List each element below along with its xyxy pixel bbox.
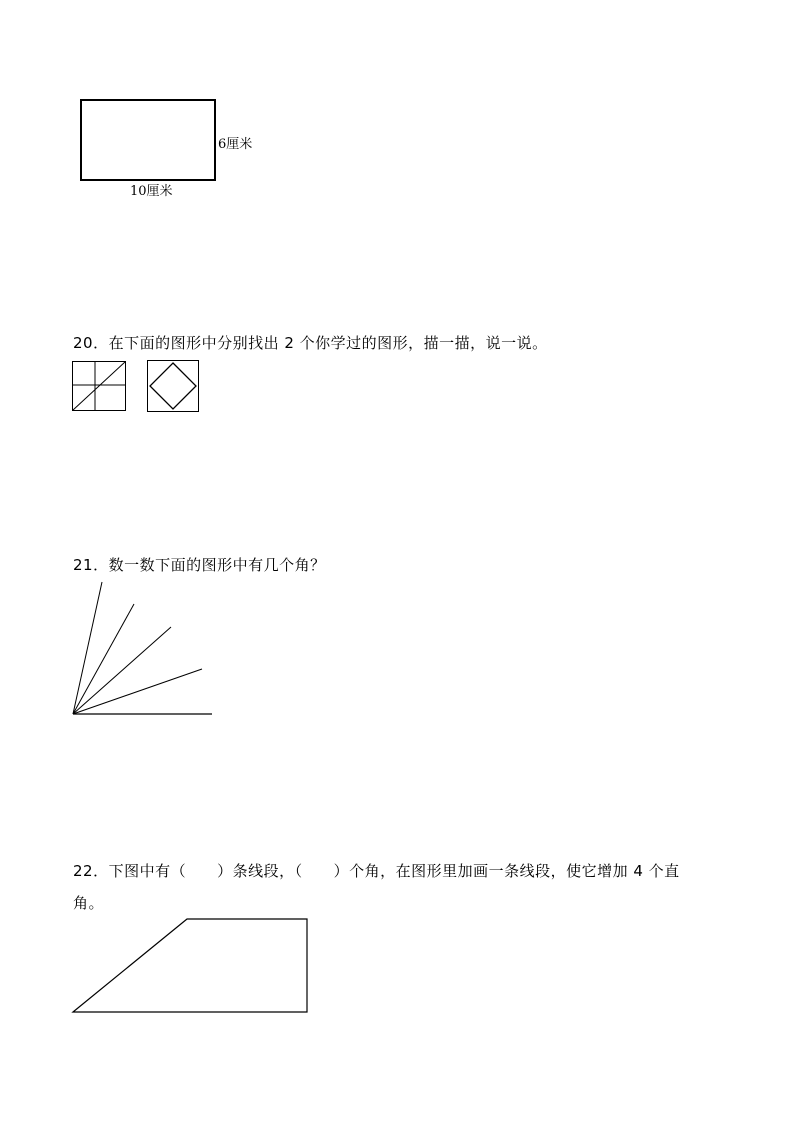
rectangle-height-label: 6厘米	[218, 137, 253, 152]
question-21-text: 21．数一数下面的图形中有几个角？	[73, 556, 326, 574]
inner-diamond	[150, 363, 196, 409]
question-22-text-line2: 角。	[73, 894, 105, 912]
trapezoid-shape	[73, 919, 307, 1012]
ray-1	[73, 582, 102, 714]
question-20-text: 20．在下面的图形中分别找出 2 个你学过的图形，描一描，说一说。	[73, 334, 548, 352]
fan-angles-figure	[70, 580, 216, 720]
ray-3	[73, 627, 171, 714]
rectangle-shape	[81, 100, 215, 180]
ray-4	[73, 669, 202, 714]
grid-square-figure	[72, 361, 126, 411]
outer-square	[148, 361, 199, 412]
ray-2	[73, 604, 134, 714]
square-diamond-figure	[147, 360, 199, 412]
grid-diagonal-line	[73, 362, 126, 411]
trapezoid-figure	[70, 916, 310, 1016]
rectangle-width-label: 10厘米	[130, 184, 173, 199]
rectangle-figure	[80, 99, 218, 183]
question-22-text-line1: 22．下图中有（ ）条线段，（ ）个角，在图形里加画一条线段，使它增加 4 个直	[73, 862, 680, 880]
